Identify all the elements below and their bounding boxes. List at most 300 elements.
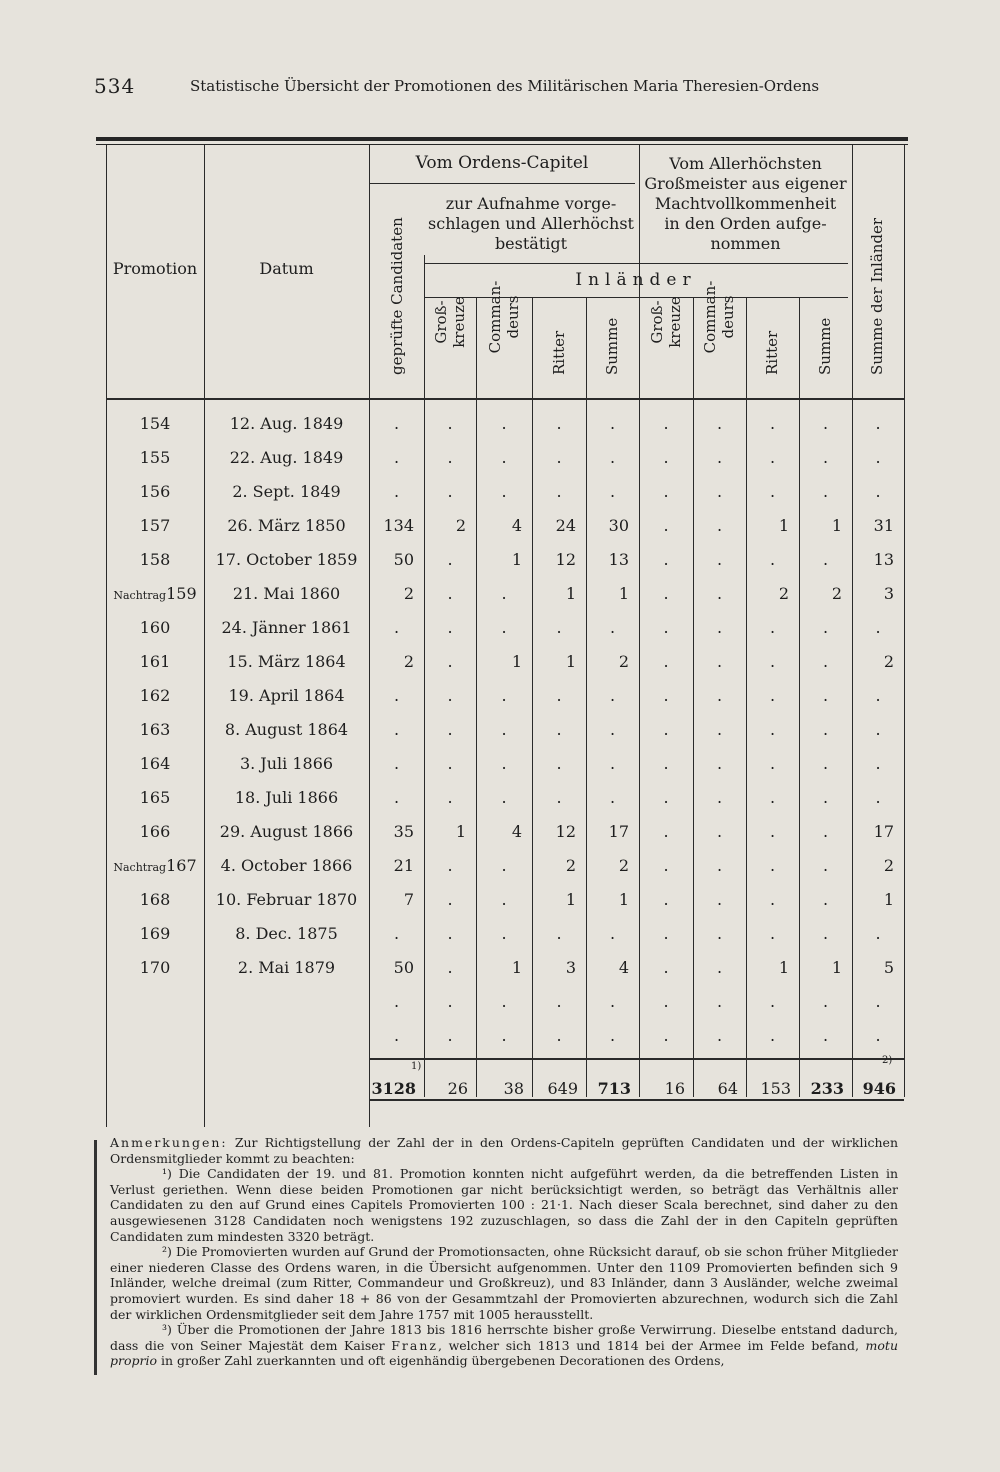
- table-row: [96, 543, 908, 576]
- promotion-cell: [106, 985, 204, 1018]
- value-cell: .: [822, 788, 829, 807]
- value-cell: .: [769, 924, 776, 943]
- footnote-3-part: in großer Zahl zuerkannten und oft eigenhändig übergebenen Decorationen des Ordens,: [157, 1353, 725, 1369]
- value-cell: .: [609, 992, 616, 1011]
- value-cell: .: [716, 720, 723, 739]
- value-cell: .: [822, 1026, 829, 1045]
- promotion-cell: [106, 475, 204, 508]
- value-cell: .: [501, 414, 507, 433]
- table-row: [96, 441, 908, 474]
- promotion-cell: [106, 883, 204, 916]
- value-cell: .: [822, 720, 829, 739]
- value-cell: 1: [511, 550, 522, 569]
- datum-cell: 29. August 1866: [219, 822, 354, 841]
- header-rule: [424, 263, 848, 264]
- footnote-3-part: ³) Über die Promotionen der Jahre 1813 bis 1816 herrschte bisher große Verwirrung. Dieselbe entstand dadurch, dass die von Seiner Majestät dem Kaiser: [110, 1322, 898, 1353]
- value-cell: .: [822, 992, 829, 1011]
- header-grosskreuze-1: [432, 183, 468, 393]
- value-cell: .: [769, 448, 776, 467]
- promotion-number: 161: [139, 652, 171, 671]
- value-cell: .: [447, 550, 453, 569]
- table-top-rule: [96, 137, 908, 141]
- promotion-cell: [106, 509, 204, 542]
- table-top-rule-thin: [96, 144, 908, 145]
- value-cell: .: [663, 822, 669, 841]
- footnote-3-franz: Franz: [391, 1337, 438, 1353]
- footnote-1: ¹) Die Candidaten der 19. und 81. Promotion konnten nicht aufgeführt werden, da die betreffenden Listen in Verlust geriethen. Wenn diese beiden Promotionen gar nicht berücksichtigt werden, so beträgt das Verhältnis aller Candidaten zu den auf Grund eines Capitels Promovierten 100 : 21·1. Nach dieser Scala berechnet, sind daher zu den ausgewiesenen 3128 Candidaten noch wenigstens 192 zuzuschlagen, so dass die Zahl der in den Capiteln geprüften Candidaten zum mindesten 3320 beträgt.: [110, 1166, 898, 1244]
- promotion-number: 164: [139, 754, 171, 773]
- datum-cell: [204, 1019, 369, 1052]
- value-cell: .: [501, 1026, 507, 1045]
- table-row: [96, 951, 908, 984]
- value-cell: .: [875, 788, 881, 807]
- table-row: [96, 747, 908, 780]
- promotion-cell: [106, 917, 204, 950]
- notes-intro-text: Zur Richtigstellung der Zahl der in den Ordens-Capiteln geprüften Candidaten und der wirklichen Ordensmitglieder kommt zu beachten:: [110, 1135, 898, 1166]
- value-cell: .: [663, 550, 669, 569]
- header-sub-text: Summe: [603, 317, 621, 375]
- header-promotion: Promotion: [112, 259, 198, 278]
- promotion-cell: [106, 815, 204, 848]
- value-cell: .: [663, 516, 669, 535]
- value-cell: .: [769, 788, 776, 807]
- value-cell: 50: [393, 550, 414, 569]
- value-cell: .: [501, 686, 507, 705]
- table-row: [96, 407, 908, 440]
- value-cell: 5: [883, 958, 894, 977]
- header-ritter-1: [547, 183, 571, 393]
- header-summe-1: [600, 183, 624, 393]
- value-cell: .: [556, 414, 562, 433]
- value-cell: 1: [778, 958, 789, 977]
- value-cell: .: [822, 652, 829, 671]
- footnote-mark-2: 2): [882, 1055, 893, 1066]
- value-cell: 12: [555, 550, 576, 569]
- value-cell: 1: [565, 584, 576, 603]
- header-inlaender: Inländer: [575, 270, 697, 290]
- datum-cell: 22. Aug. 1849: [229, 448, 344, 467]
- value-cell: .: [393, 754, 400, 773]
- value-cell: .: [609, 754, 616, 773]
- value-cell: .: [393, 618, 400, 637]
- value-cell: .: [716, 550, 723, 569]
- header-summe-inlaender-text: Summe der Inländer: [868, 217, 886, 375]
- value-cell: .: [609, 1026, 616, 1045]
- value-cell: .: [447, 856, 453, 875]
- value-cell: 1: [618, 890, 629, 909]
- promotion-number: 157: [139, 516, 171, 535]
- promotion-cell: [106, 951, 204, 984]
- nachtrag-label: Nachtrag: [113, 861, 167, 874]
- table-row: [96, 917, 908, 950]
- table-row: [96, 849, 908, 882]
- total-cell: 16: [664, 1079, 685, 1098]
- value-cell: .: [769, 1026, 776, 1045]
- value-cell: .: [822, 550, 829, 569]
- table-row: [96, 679, 908, 712]
- datum-cell: 24. Jänner 1861: [221, 618, 352, 637]
- value-cell: .: [769, 856, 776, 875]
- promotion-number: 160: [139, 618, 171, 637]
- value-cell: 2: [618, 652, 629, 671]
- value-cell: .: [769, 618, 776, 637]
- table-row: [96, 475, 908, 508]
- promotion-cell: [106, 849, 204, 882]
- value-cell: .: [556, 448, 562, 467]
- value-cell: .: [501, 754, 507, 773]
- value-cell: .: [875, 1026, 881, 1045]
- value-cell: .: [822, 686, 829, 705]
- value-cell: .: [769, 482, 776, 501]
- promotion-cell: [106, 577, 204, 610]
- value-cell: .: [556, 686, 562, 705]
- value-cell: .: [447, 618, 453, 637]
- totals-row: [96, 1055, 908, 1111]
- header-group-capitel: Vom Ordens-Capitel: [415, 153, 589, 173]
- value-cell: .: [447, 414, 453, 433]
- value-cell: .: [875, 618, 881, 637]
- value-cell: .: [501, 448, 507, 467]
- value-cell: 134: [383, 516, 414, 535]
- header-sub-text: Groß- kreuze: [432, 296, 468, 348]
- value-cell: .: [875, 992, 881, 1011]
- value-cell: .: [447, 788, 453, 807]
- header-datum: Datum: [259, 259, 314, 278]
- promotion-number: 156: [139, 482, 171, 501]
- value-cell: 1: [565, 652, 576, 671]
- value-cell: 2: [883, 856, 894, 875]
- value-cell: 17: [873, 822, 894, 841]
- promotion-number: 159: [166, 584, 197, 603]
- datum-cell: 2. Mai 1879: [237, 958, 336, 977]
- value-cell: 1: [565, 890, 576, 909]
- total-cell: 3128: [371, 1079, 416, 1098]
- value-cell: .: [822, 618, 829, 637]
- value-cell: .: [769, 686, 776, 705]
- value-cell: 1: [831, 516, 842, 535]
- value-cell: .: [393, 992, 400, 1011]
- value-cell: .: [447, 958, 453, 977]
- header-bottom-rule: [106, 398, 904, 400]
- value-cell: .: [769, 754, 776, 773]
- value-cell: .: [769, 652, 776, 671]
- value-cell: 1: [511, 958, 522, 977]
- header-sub-text: Summe: [816, 317, 834, 375]
- header-line: bestätigt: [494, 234, 568, 253]
- value-cell: .: [822, 414, 829, 433]
- value-cell: 1: [831, 958, 842, 977]
- value-cell: 17: [608, 822, 629, 841]
- value-cell: .: [716, 890, 723, 909]
- value-cell: .: [716, 448, 723, 467]
- value-cell: .: [556, 720, 562, 739]
- value-cell: .: [822, 856, 829, 875]
- value-cell: .: [393, 924, 400, 943]
- value-cell: .: [663, 448, 669, 467]
- header-line: Vom Allerhöchsten: [669, 154, 822, 173]
- value-cell: .: [609, 720, 616, 739]
- value-cell: 30: [608, 516, 629, 535]
- total-cell: 946: [862, 1079, 896, 1098]
- value-cell: .: [393, 414, 400, 433]
- value-cell: .: [716, 856, 723, 875]
- footnote-3-part: , welcher sich 1813 und 1814 bei der Armee im Felde befand,: [437, 1337, 866, 1353]
- value-cell: .: [716, 754, 723, 773]
- value-cell: .: [769, 550, 776, 569]
- value-cell: .: [663, 720, 669, 739]
- header-summe-inlaender: [865, 183, 889, 393]
- value-cell: 3: [883, 584, 894, 603]
- running-title: Statistische Übersicht der Promotionen des Militärischen Maria Theresien-Ordens: [190, 77, 820, 95]
- value-cell: .: [663, 924, 669, 943]
- table-row: [96, 883, 908, 916]
- promotion-number: 169: [139, 924, 171, 943]
- value-cell: .: [501, 788, 507, 807]
- datum-cell: 17. October 1859: [215, 550, 358, 569]
- promotion-cell: [106, 781, 204, 814]
- value-cell: .: [716, 652, 723, 671]
- value-cell: 7: [403, 890, 414, 909]
- value-cell: 3: [565, 958, 576, 977]
- header-sub-text: Ritter: [550, 330, 568, 375]
- promotion-cell: [106, 543, 204, 576]
- table-row: [96, 1019, 908, 1052]
- value-cell: .: [822, 754, 829, 773]
- header-line: in den Orden aufge-: [664, 214, 827, 233]
- value-cell: 4: [511, 822, 522, 841]
- value-cell: .: [393, 686, 400, 705]
- totals-rule: [369, 1058, 904, 1060]
- value-cell: 13: [873, 550, 894, 569]
- promotion-number: 158: [139, 550, 171, 569]
- value-cell: .: [609, 788, 616, 807]
- table-row: [96, 781, 908, 814]
- value-cell: .: [501, 856, 507, 875]
- promotion-cell: [106, 713, 204, 746]
- value-cell: 1: [618, 584, 629, 603]
- value-cell: 2: [403, 584, 414, 603]
- datum-cell: [204, 985, 369, 1018]
- table-row: [96, 509, 908, 542]
- value-cell: .: [447, 652, 453, 671]
- value-cell: .: [556, 618, 562, 637]
- header-line: schlagen und Allerhöchst: [428, 214, 634, 233]
- value-cell: .: [447, 1026, 453, 1045]
- header-commandeurs-2: [701, 183, 737, 393]
- promotions-table: [96, 137, 908, 1127]
- value-cell: 1: [778, 516, 789, 535]
- value-cell: .: [447, 482, 453, 501]
- value-cell: .: [663, 754, 669, 773]
- total-cell: 153: [760, 1079, 791, 1098]
- datum-cell: 19. April 1864: [228, 686, 345, 705]
- promotion-number: 154: [139, 414, 171, 433]
- footnote-2: ²) Die Promovierten wurden auf Grund der Promotionsacten, ohne Rücksicht darauf, ob sie schon früher Mitglieder einer niederen Classe des Ordens waren, in die Übersicht aufgenommen. Unter den 1109 Promovierten befinden sich 9 Inländer, welche dreimal (zum Ritter, Commandeur und Großkreuz), und 83 Inländer, dann 3 Ausländer, welche zweimal promoviert wurden. Es sind daher 18 + 86 von der Gesammtzahl der Promovierten abzurechnen, wodurch sich die Zahl der wirklichen Ordensmitglieder seit dem Jahre 1757 mit 1005 herausstellt.: [110, 1244, 898, 1322]
- value-cell: 35: [393, 822, 414, 841]
- value-cell: .: [609, 686, 616, 705]
- total-cell: 64: [717, 1079, 738, 1098]
- value-cell: .: [393, 482, 400, 501]
- table-row: [96, 577, 908, 610]
- value-cell: .: [716, 1026, 723, 1045]
- value-cell: .: [716, 822, 723, 841]
- value-cell: .: [769, 414, 776, 433]
- value-cell: .: [663, 992, 669, 1011]
- value-cell: .: [556, 924, 562, 943]
- datum-cell: 8. Dec. 1875: [235, 924, 338, 943]
- promotion-number: 162: [139, 686, 171, 705]
- value-cell: .: [716, 482, 723, 501]
- value-cell: .: [716, 414, 723, 433]
- datum-cell: 26. März 1850: [227, 516, 346, 535]
- promotion-cell: [106, 1019, 204, 1052]
- value-cell: .: [875, 720, 881, 739]
- value-cell: .: [716, 516, 723, 535]
- value-cell: .: [663, 686, 669, 705]
- header-line: Machtvollkommenheit: [654, 194, 837, 213]
- header-summe-2: [813, 183, 837, 393]
- value-cell: 1: [511, 652, 522, 671]
- header-ritter-2: [760, 183, 784, 393]
- value-cell: .: [875, 754, 881, 773]
- value-cell: .: [447, 720, 453, 739]
- header-line: zur Aufnahme vorge-: [445, 194, 617, 213]
- value-cell: .: [875, 482, 881, 501]
- value-cell: .: [501, 992, 507, 1011]
- value-cell: .: [609, 618, 616, 637]
- header-line: nommen: [710, 234, 781, 253]
- datum-cell: 10. Februar 1870: [215, 890, 358, 909]
- value-cell: .: [447, 754, 453, 773]
- promotion-number: 166: [139, 822, 171, 841]
- value-cell: .: [663, 482, 669, 501]
- value-cell: .: [447, 890, 453, 909]
- page-number: 534: [94, 74, 136, 98]
- value-cell: 2: [778, 584, 789, 603]
- value-cell: .: [716, 788, 723, 807]
- value-cell: .: [716, 992, 723, 1011]
- value-cell: 31: [873, 516, 894, 535]
- value-cell: .: [393, 1026, 400, 1045]
- value-cell: .: [501, 890, 507, 909]
- footnote-3: [110, 1322, 898, 1369]
- promotion-cell: [106, 611, 204, 644]
- value-cell: .: [501, 924, 507, 943]
- value-cell: .: [501, 618, 507, 637]
- value-cell: 12: [555, 822, 576, 841]
- footnote-mark-1: 1): [411, 1061, 422, 1072]
- value-cell: .: [822, 890, 829, 909]
- total-cell: 233: [810, 1079, 844, 1098]
- promotion-cell: [106, 747, 204, 780]
- notes-intro: [110, 1135, 898, 1166]
- value-cell: 4: [618, 958, 629, 977]
- value-cell: .: [663, 618, 669, 637]
- value-cell: .: [769, 992, 776, 1011]
- total-cell: 26: [447, 1079, 468, 1098]
- header-sub-text: Comman- deurs: [701, 280, 737, 354]
- value-cell: .: [875, 924, 881, 943]
- value-cell: .: [609, 924, 616, 943]
- nachtrag-label: Nachtrag: [113, 589, 167, 602]
- value-cell: 1: [883, 890, 894, 909]
- total-cell: 38: [503, 1079, 524, 1098]
- value-cell: 2: [831, 584, 842, 603]
- value-cell: 2: [883, 652, 894, 671]
- datum-cell: 3. Juli 1866: [239, 754, 334, 773]
- datum-cell: 2. Sept. 1849: [232, 482, 341, 501]
- value-cell: .: [447, 924, 453, 943]
- table-row: [96, 985, 908, 1018]
- datum-cell: 12. Aug. 1849: [229, 414, 344, 433]
- value-cell: .: [663, 1026, 669, 1045]
- datum-cell: 21. Mai 1860: [232, 584, 341, 603]
- value-cell: .: [769, 720, 776, 739]
- datum-cell: 18. Juli 1866: [234, 788, 339, 807]
- value-cell: 1: [455, 822, 466, 841]
- table-row: [96, 713, 908, 746]
- header-grosskreuze-2: [648, 183, 684, 393]
- footnotes: [110, 1135, 898, 1369]
- value-cell: .: [663, 890, 669, 909]
- value-cell: 2: [455, 516, 466, 535]
- value-cell: .: [393, 788, 400, 807]
- value-cell: .: [556, 482, 562, 501]
- total-cell: 649: [547, 1079, 578, 1098]
- value-cell: .: [769, 822, 776, 841]
- value-cell: 2: [618, 856, 629, 875]
- value-cell: .: [822, 448, 829, 467]
- value-cell: 2: [403, 652, 414, 671]
- header-gepruefte-text: geprüfte Candidaten: [388, 217, 406, 375]
- value-cell: 24: [555, 516, 576, 535]
- header-sub-text: Groß- kreuze: [648, 296, 684, 348]
- value-cell: .: [447, 992, 453, 1011]
- footnote-3-motu: motu proprio: [110, 1337, 898, 1369]
- value-cell: .: [822, 822, 829, 841]
- value-cell: .: [501, 584, 507, 603]
- datum-cell: 4. October 1866: [220, 856, 353, 875]
- promotion-number: 170: [139, 958, 171, 977]
- table-row: [96, 611, 908, 644]
- value-cell: .: [822, 482, 829, 501]
- value-cell: 21: [393, 856, 414, 875]
- value-cell: .: [609, 414, 616, 433]
- value-cell: .: [447, 584, 453, 603]
- header-commandeurs-1: [486, 183, 522, 393]
- value-cell: .: [663, 652, 669, 671]
- value-cell: .: [663, 958, 669, 977]
- total-cell: 713: [597, 1079, 631, 1098]
- value-cell: .: [556, 754, 562, 773]
- datum-cell: 15. März 1864: [227, 652, 346, 671]
- promotion-cell: [106, 645, 204, 678]
- value-cell: .: [501, 720, 507, 739]
- promotion-cell: [106, 441, 204, 474]
- value-cell: 50: [393, 958, 414, 977]
- promotion-cell: [106, 407, 204, 440]
- value-cell: .: [501, 482, 507, 501]
- value-cell: .: [609, 482, 616, 501]
- table-row: [96, 645, 908, 678]
- header-line: Großmeister aus eigener: [644, 174, 847, 193]
- value-cell: .: [716, 958, 723, 977]
- promotion-number: 163: [139, 720, 171, 739]
- value-cell: .: [447, 686, 453, 705]
- promotion-number: 155: [139, 448, 171, 467]
- value-cell: .: [769, 890, 776, 909]
- promotion-number: 167: [166, 856, 197, 875]
